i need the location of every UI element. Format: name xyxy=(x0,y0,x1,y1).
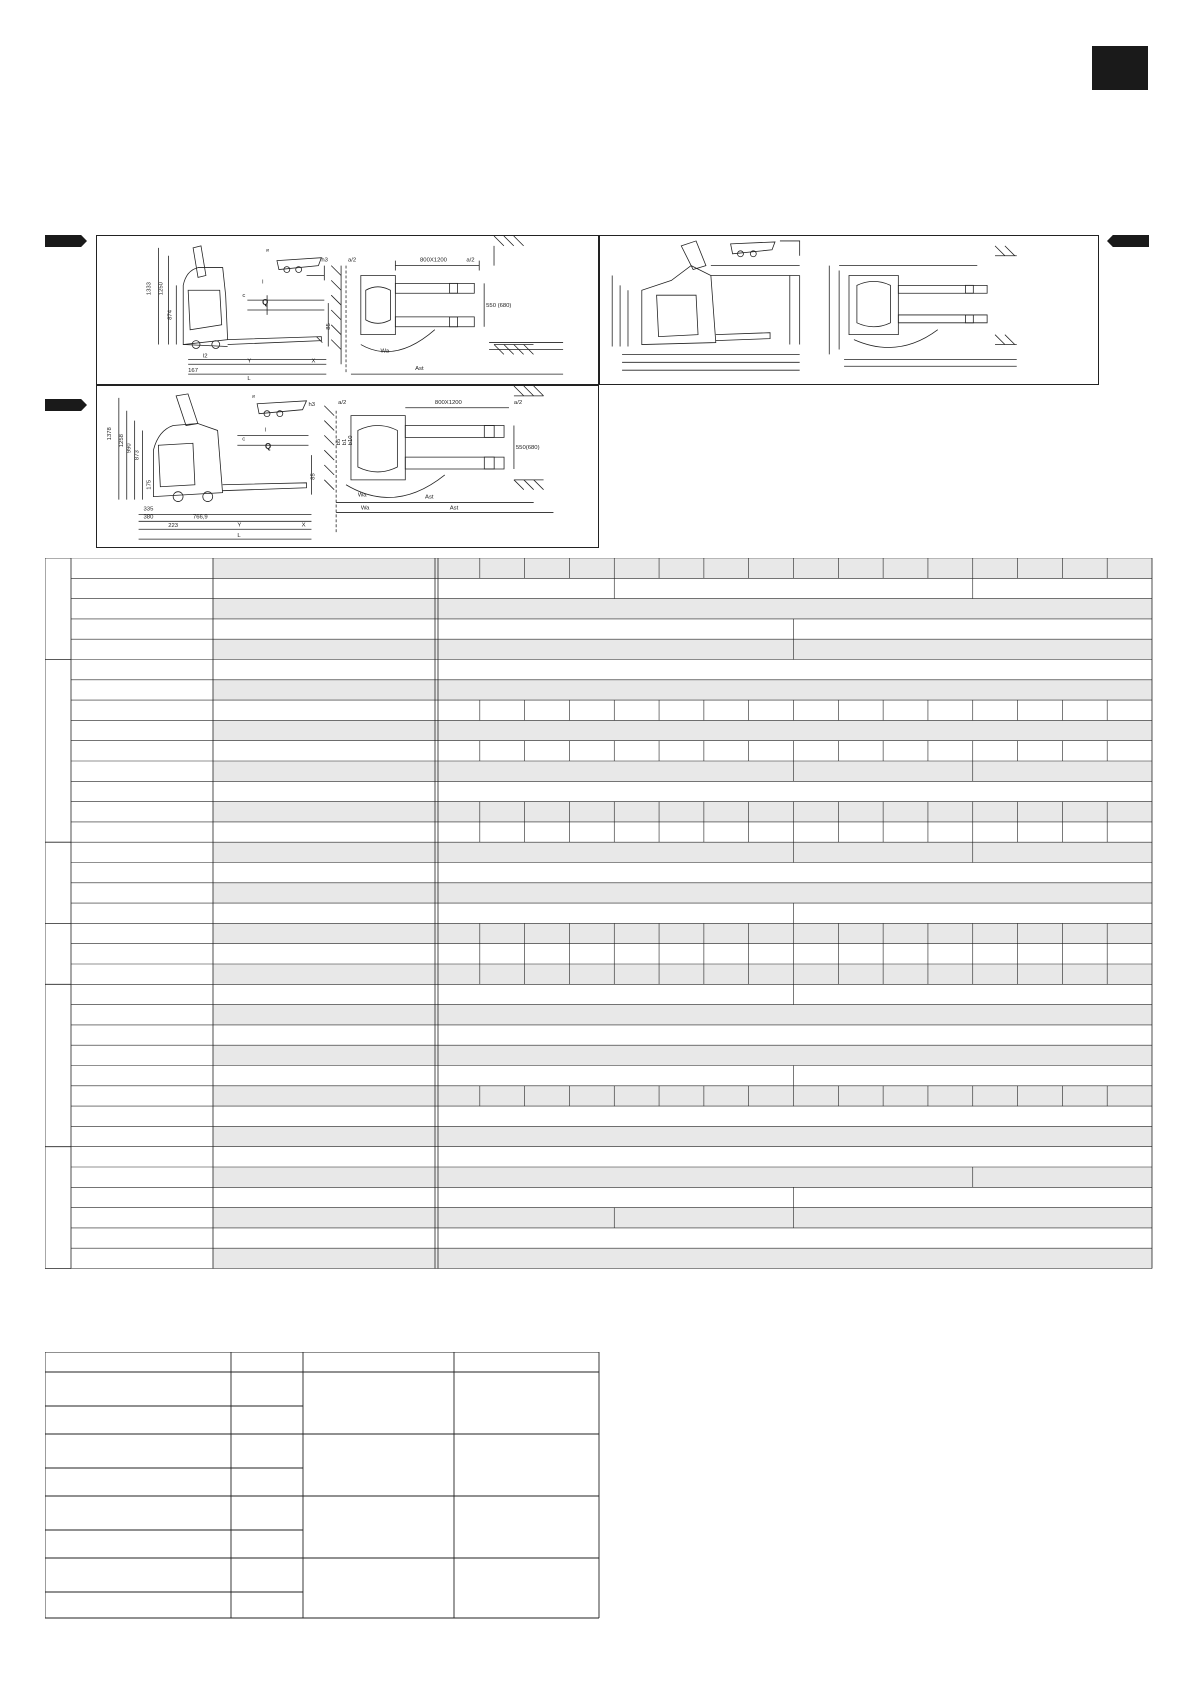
options-table xyxy=(45,1352,605,1622)
svg-text:167: 167 xyxy=(188,368,199,375)
svg-text:Ast: Ast xyxy=(425,494,434,501)
svg-text:a/2: a/2 xyxy=(347,257,357,264)
svg-text:Ast: Ast xyxy=(449,505,459,512)
svg-text:223: 223 xyxy=(168,523,179,530)
svg-text:85: 85 xyxy=(310,473,317,480)
svg-text:a/2: a/2 xyxy=(338,399,347,406)
svg-text:s: s xyxy=(265,248,272,252)
svg-text:Ast: Ast xyxy=(415,366,424,373)
svg-text:b5: b5 xyxy=(336,438,343,446)
section-tag-2 xyxy=(1107,235,1149,247)
svg-text:550(680): 550(680) xyxy=(515,445,540,452)
section-tag-3 xyxy=(45,399,87,411)
svg-text:550 (680): 550 (680) xyxy=(486,303,512,310)
drawing-panel-1 xyxy=(96,235,599,385)
svg-text:1250: 1250 xyxy=(158,282,165,296)
svg-text:380: 380 xyxy=(143,514,154,521)
svg-text:175: 175 xyxy=(146,479,153,490)
drawing-panel-2 xyxy=(96,385,599,548)
svg-text:h3: h3 xyxy=(308,401,316,408)
svg-text:a/2: a/2 xyxy=(513,399,523,406)
svg-text:a/2: a/2 xyxy=(466,257,475,264)
svg-text:s: s xyxy=(251,394,258,398)
svg-text:c: c xyxy=(242,293,246,300)
svg-text:l: l xyxy=(265,427,267,434)
svg-text:Wa: Wa xyxy=(357,492,367,499)
svg-text:X: X xyxy=(301,522,306,529)
svg-text:990: 990 xyxy=(126,443,133,454)
truck-drawing-3 xyxy=(600,236,1098,384)
language-tab xyxy=(1092,46,1148,90)
svg-text:L: L xyxy=(237,533,241,540)
drawing-panel-3 xyxy=(599,235,1099,385)
specification-table xyxy=(45,558,1155,1278)
svg-text:Y: Y xyxy=(247,358,252,365)
svg-text:b10: b10 xyxy=(347,435,354,446)
svg-text:85: 85 xyxy=(326,323,333,330)
svg-text:335: 335 xyxy=(143,506,154,513)
svg-text:873: 873 xyxy=(134,450,141,461)
section-tag-1 xyxy=(45,235,87,247)
svg-text:b1: b1 xyxy=(342,438,349,446)
svg-text:800X1200: 800X1200 xyxy=(420,257,447,264)
truck-drawing-1 xyxy=(97,236,598,384)
svg-text:800X1200: 800X1200 xyxy=(434,399,462,406)
svg-text:c: c xyxy=(242,436,246,443)
svg-text:X: X xyxy=(311,358,316,365)
svg-text:766,9: 766,9 xyxy=(192,514,208,521)
svg-text:874: 874 xyxy=(167,310,174,320)
svg-text:Q: Q xyxy=(265,442,272,452)
svg-text:h3: h3 xyxy=(321,257,328,264)
truck-drawing-2 xyxy=(97,386,598,547)
svg-text:l2: l2 xyxy=(202,353,208,360)
svg-text:Y: Y xyxy=(237,522,242,529)
svg-text:L: L xyxy=(247,376,251,383)
svg-text:Wa: Wa xyxy=(380,348,390,355)
svg-text:1258: 1258 xyxy=(118,434,125,448)
svg-text:Wa: Wa xyxy=(360,505,370,512)
svg-text:1378: 1378 xyxy=(106,427,113,441)
svg-text:1333: 1333 xyxy=(146,282,153,296)
svg-text:Q: Q xyxy=(262,298,269,308)
svg-text:l: l xyxy=(262,279,264,286)
